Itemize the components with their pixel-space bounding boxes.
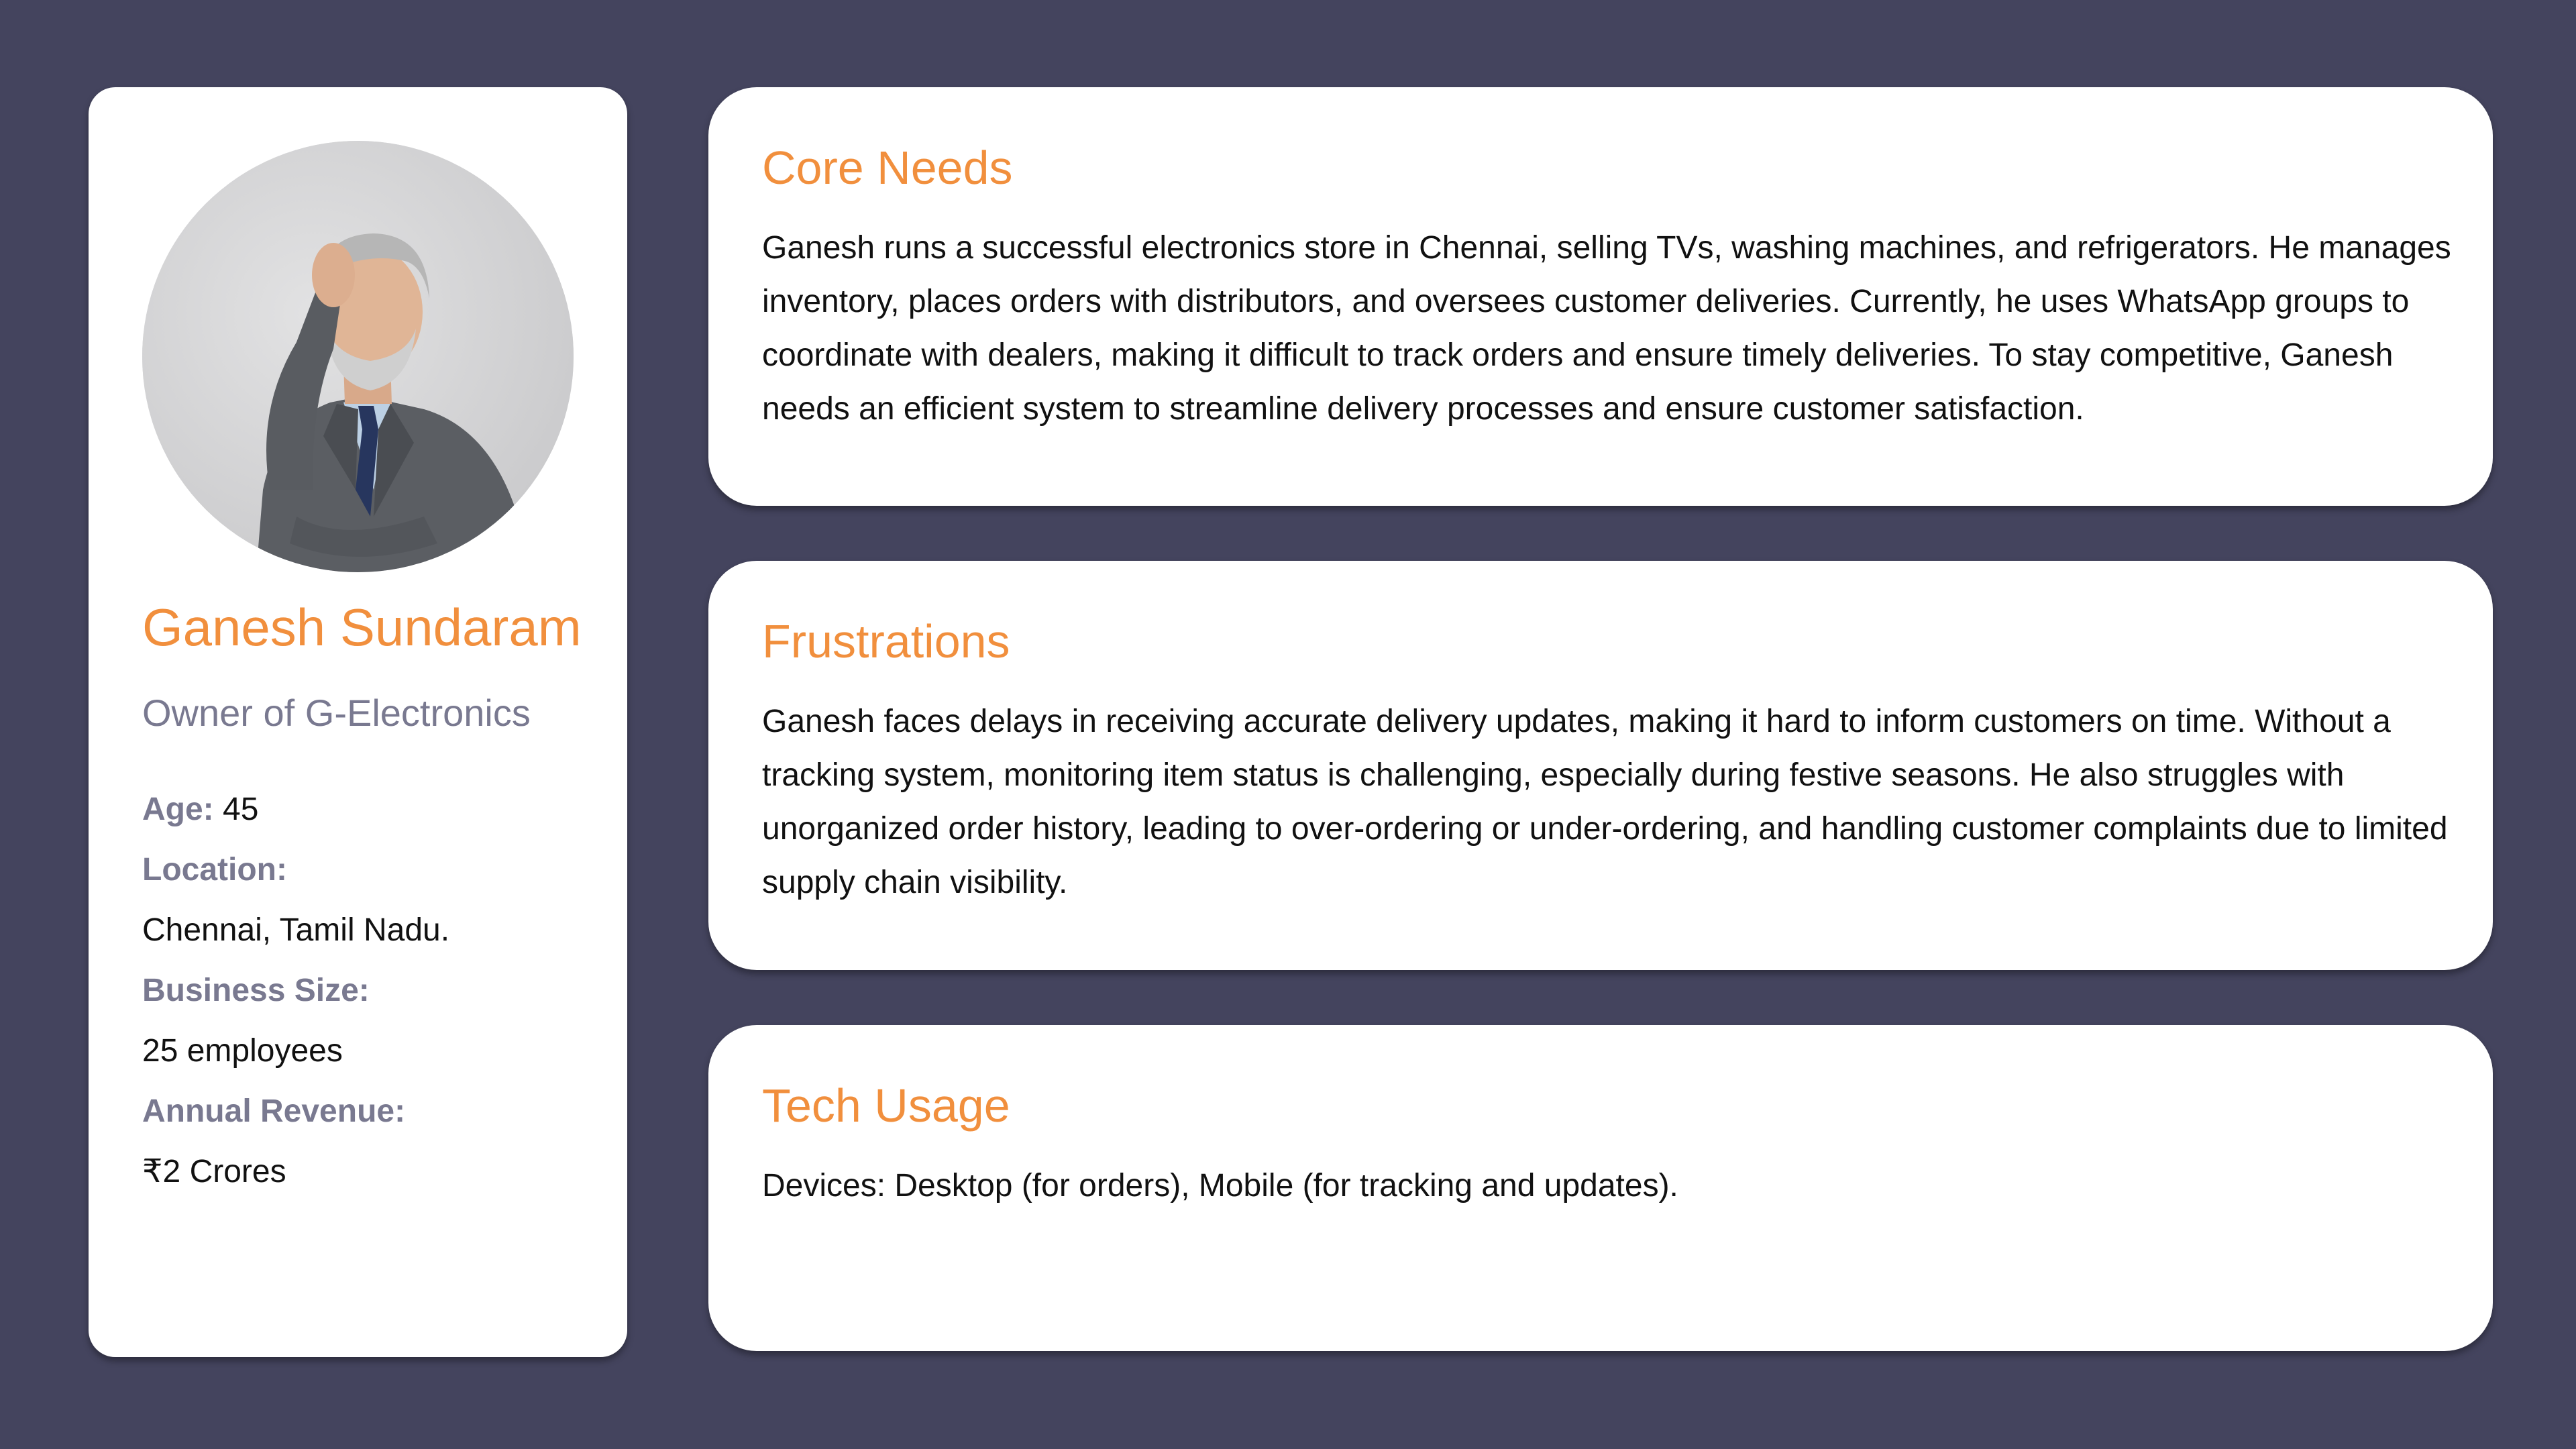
persona-facts xyxy=(142,780,449,1202)
revenue-value-row xyxy=(142,1142,449,1202)
age-row xyxy=(142,780,449,840)
man-in-grey-suit-photo xyxy=(142,141,574,572)
revenue-value: ₹2 Crores xyxy=(142,1154,286,1189)
location-value-row xyxy=(142,900,449,961)
age-label: Age: xyxy=(142,792,214,827)
location-label-row xyxy=(142,840,449,900)
profile-photo xyxy=(142,141,574,572)
frustrations-title: Frustrations xyxy=(762,615,1010,667)
business-size-label: Business Size: xyxy=(142,973,370,1008)
business-size-value-row xyxy=(142,1021,449,1081)
frustrations-body: Ganesh faces delays in receiving accurate delivery updates, making it hard to inform customers on time. Without a tracking system, monitoring item status is challenging, especially during festive seasons. He also struggles with unorganized order history, leading to over-ordering or under-ordering, and handling customer complaints due to limited supply chain visibility. xyxy=(762,704,2448,900)
business-size-label-row xyxy=(142,961,449,1021)
revenue-label: Annual Revenue: xyxy=(142,1093,406,1129)
location-label: Location: xyxy=(142,852,287,888)
revenue-label-row xyxy=(142,1081,449,1142)
core-needs-title: Core Needs xyxy=(762,142,1013,194)
frustrations-card xyxy=(708,561,2493,970)
business-size-value: 25 employees xyxy=(142,1033,343,1069)
location-value: Chennai, Tamil Nadu. xyxy=(142,912,450,948)
tech-usage-card xyxy=(708,1025,2493,1351)
core-needs-body: Ganesh runs a successful electronics store in Chennai, selling TVs, washing machines, and refrigerators. He manages inventory, places orders with distributors, and oversees customer deliveries. Currently, he uses WhatsApp groups to coordinate with dealers, making it difficult to track orders and ensure timely deliveries. To stay competitive, Ganesh needs an efficient system to streamline delivery processes and ensure customer satisfaction. xyxy=(762,230,2451,427)
profile-card xyxy=(89,87,627,1357)
persona-role: Owner of G-Electronics xyxy=(142,692,531,734)
tech-usage-title: Tech Usage xyxy=(762,1079,1010,1132)
persona-name: Ganesh Sundaram xyxy=(142,598,582,657)
age-value: 45 xyxy=(223,792,259,827)
core-needs-card xyxy=(708,87,2493,506)
tech-usage-body: Devices: Desktop (for orders), Mobile (for tracking and updates). xyxy=(762,1168,1678,1203)
